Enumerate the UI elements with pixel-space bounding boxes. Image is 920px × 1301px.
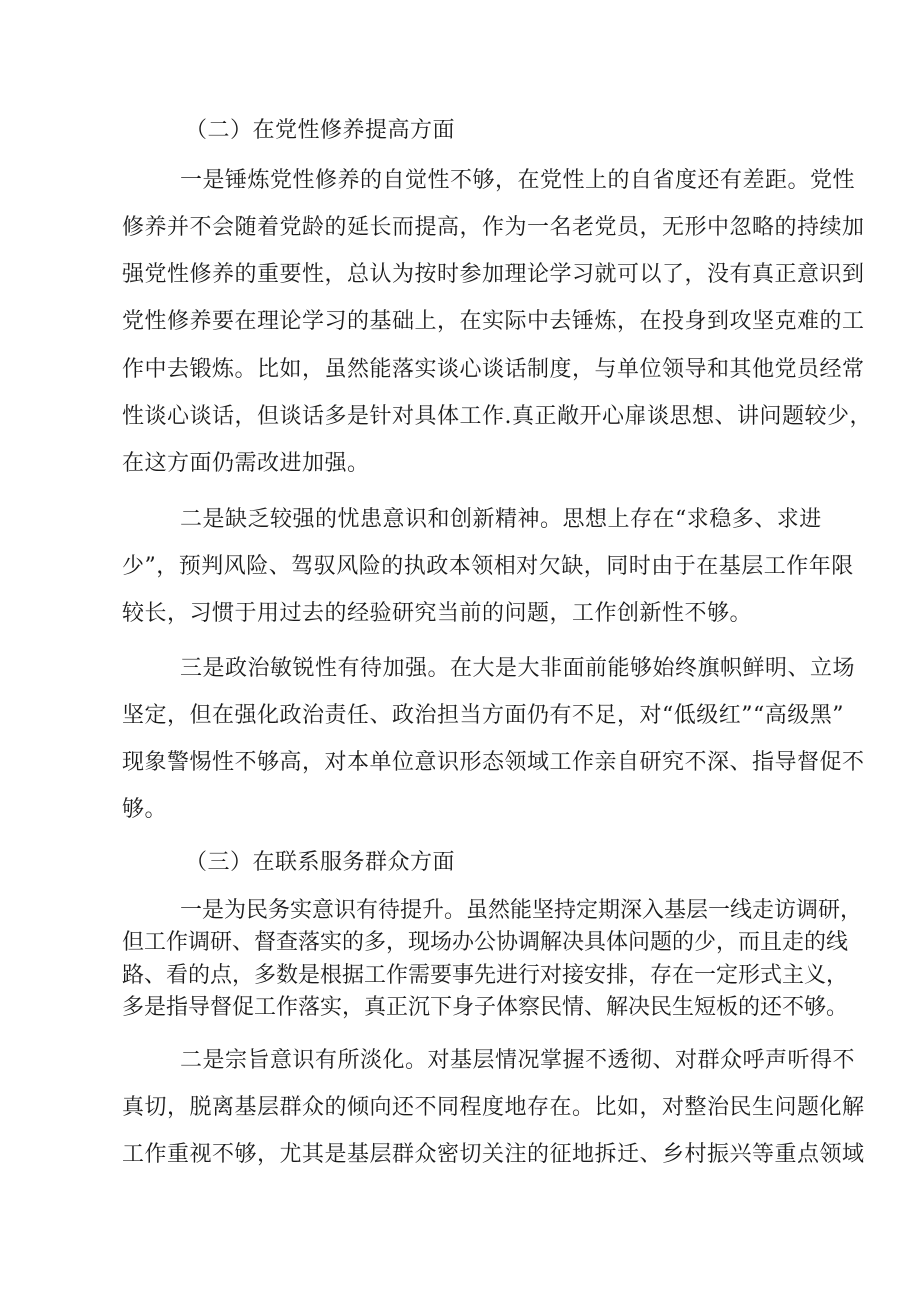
- text-line: 少”，预判风险、驾驭风险的执政本领相对欠缺，同时由于在基层工作年限: [122, 554, 854, 579]
- text-line: 但工作调研、督查落实的多，现场办公协调解决具体问题的少，而且走的线: [122, 930, 849, 955]
- text-line: 三是政治敏锐性有待加强。在大是大非面前能够始终旗帜鲜明、立场: [180, 656, 856, 681]
- text-line: 强党性修养的重要性，总认为按时参加理论学习就可以了，没有真正意识到: [122, 262, 865, 287]
- text-line: 路、看的点，多数是根据工作需要事先进行对接安排，存在一定形式主义，: [122, 963, 849, 988]
- text-line: 党性修养要在理论学习的基础上，在实际中去锤炼，在投身到攻坚克难的工: [122, 309, 865, 334]
- text-line: 在这方面仍需改进加强。: [122, 451, 370, 476]
- section-heading-3: （三）在联系服务群众方面: [185, 850, 456, 875]
- text-line: 二是宗旨意识有所淡化。对基层情况掌握不透彻、对群众呼声听得不: [180, 1048, 856, 1073]
- text-line: 真切，脱离基层群众的倾向还不同程度地存在。比如，对整治民生问题化解: [122, 1095, 865, 1120]
- text-line: 作中去锻炼。比如，虽然能落实谈心谈话制度，与单位领导和其他党员经常: [122, 357, 865, 382]
- text-line: 二是缺乏较强的忧患意识和创新精神。思想上存在“求稳多、求进: [180, 507, 822, 532]
- section-heading-2: （二）在党性修养提高方面: [185, 118, 456, 143]
- text-line: 较长，习惯于用过去的经验研究当前的问题，工作创新性不够。: [122, 601, 753, 626]
- text-line: 修养并不会随着党龄的延长而提高，作为一名老党员，无形中忽略的持续加: [122, 215, 865, 240]
- text-line: 一是锤炼党性修养的自觉性不够，在党性上的自省度还有差距。党性: [180, 168, 856, 193]
- text-line: 现象警惕性不够高，对本单位意识形态领域工作亲自研究不深、指导督促不: [122, 750, 865, 775]
- text-line: 多是指导督促工作落实，真正沉下身子体察民情、解决民生短板的还不够。: [122, 995, 849, 1020]
- text-line: 工作重视不够，尤其是基层群众密切关注的征地拆迁、乡村振兴等重点领域: [122, 1142, 865, 1167]
- text-line: 一是为民务实意识有待提升。虽然能坚持定期深入基层一线走访调研，: [180, 898, 863, 923]
- text-line: 够。: [122, 797, 168, 822]
- text-line: 坚定，但在强化政治责任、政治担当方面仍有不足，对“低级红”“高级黑”: [122, 703, 844, 728]
- text-line: 性谈心谈话，但谈话多是针对具体工作.真正敞开心扉谈思想、讲问题较少，: [122, 404, 872, 429]
